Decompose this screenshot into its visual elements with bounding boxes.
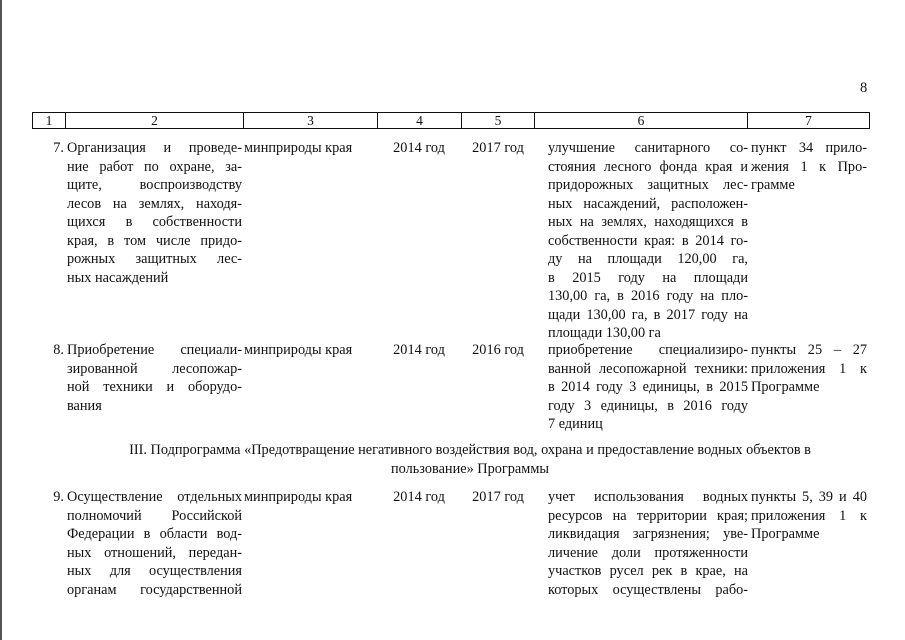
- text-line: щади 130,00 га, в 2017 году на: [548, 306, 748, 323]
- start-year: 2014 год: [393, 342, 445, 358]
- text-line: которых осуществлены рабо-: [548, 581, 748, 598]
- text-line: рожных защитных лес-: [67, 251, 242, 267]
- start-year: 2014 год: [393, 140, 445, 156]
- text-line: 130,00 га, в 2016 году на пло-: [548, 288, 748, 304]
- program-link: [751, 139, 867, 195]
- end-year: 2016 год: [472, 342, 524, 358]
- text-line: жения 1 к Про-: [751, 158, 867, 175]
- text-line: лесов на землях, находя-: [67, 195, 242, 212]
- section-title: [80, 441, 860, 478]
- row-number: 7.: [53, 140, 64, 156]
- section-title-line: III. Подпрограмма «Предотвращение негативного воздействия вод, охрана и предоставление водных объектов в: [129, 442, 811, 458]
- row-number: 9.: [53, 489, 64, 505]
- header-cell-6: 6: [534, 112, 747, 129]
- text-line: ванной лесопожарной техники:: [548, 360, 748, 377]
- text-line: ных насаждений, расположен-: [548, 195, 748, 212]
- text-line: щихся в собственности: [67, 214, 242, 230]
- end-year: 2017 год: [472, 140, 524, 156]
- text-line: пункт 34 прило-: [751, 140, 867, 156]
- text-line: ду на площади 120,00 га,: [548, 251, 748, 267]
- text-line: приложения 1 к: [751, 360, 867, 377]
- text-line: в 2014 году 3 единицы, в 2015: [548, 379, 748, 395]
- text-line: Программе: [751, 379, 820, 395]
- section-title-line: пользование» Программы: [391, 460, 549, 477]
- text-line: улучшение санитарного со-: [548, 140, 748, 156]
- expected-result: [548, 341, 748, 434]
- measure-name: [67, 341, 242, 415]
- text-line: в 2015 году на площади: [548, 269, 748, 286]
- page-edge-line: [0, 0, 2, 640]
- text-line: личение доли протяженности: [548, 544, 748, 561]
- executor: минприроды края: [244, 342, 353, 358]
- text-line: 7 единиц: [548, 416, 603, 432]
- header-cell-5: 5: [461, 112, 534, 129]
- text-line: вания: [67, 397, 102, 414]
- text-line: ных отношений, передан-: [67, 544, 242, 561]
- table-header-row: [32, 112, 870, 129]
- text-line: приобретение специализиро-: [548, 342, 748, 358]
- header-cell-4: 4: [377, 112, 461, 129]
- header-cell-2: 2: [65, 112, 243, 129]
- header-cell-1: 1: [32, 112, 65, 129]
- text-line: ных на землях, находящихся в: [548, 214, 748, 230]
- text-line: учет использования водных: [548, 489, 748, 505]
- text-line: края, в том числе придо-: [67, 232, 242, 249]
- page-number: 8: [860, 80, 868, 96]
- end-year: 2017 год: [472, 489, 524, 505]
- text-line: ной техники и оборудо-: [67, 379, 242, 395]
- text-line: ние работ по охране, за-: [67, 158, 242, 175]
- text-line: придорожных защитных лес-: [548, 177, 748, 193]
- text-line: пункты 5, 39 и 40: [751, 489, 867, 505]
- text-line: участков русел рек в крае, на: [548, 563, 748, 579]
- text-line: грамме: [751, 177, 795, 193]
- executor: минприроды края: [244, 489, 353, 505]
- expected-result: [548, 488, 748, 599]
- text-line: Приобретение специали-: [67, 342, 242, 358]
- text-line: зированной лесопожар-: [67, 360, 242, 377]
- program-link: [751, 341, 867, 397]
- header-cell-3: 3: [243, 112, 377, 129]
- text-line: ресурсов на территории края;: [548, 507, 748, 524]
- text-line: стояния лесного фонда края и: [548, 158, 748, 175]
- expected-result: [548, 139, 748, 343]
- text-line: Организация и проведе-: [67, 140, 242, 156]
- text-line: Осуществление отдельных: [67, 489, 242, 505]
- text-line: ных насаждений: [67, 269, 169, 286]
- text-line: собственности края: в 2014 го-: [548, 232, 748, 249]
- start-year: 2014 год: [393, 489, 445, 505]
- program-link: [751, 488, 867, 544]
- text-line: щите, воспроизводству: [67, 177, 242, 193]
- text-line: площади 130,00 га: [548, 325, 661, 341]
- text-line: году 3 единицы, в 2016 году: [548, 397, 748, 414]
- text-line: пункты 25 – 27: [751, 342, 867, 358]
- text-line: органам государственной: [67, 581, 242, 598]
- text-line: ликвидация загрязнения; уве-: [548, 526, 748, 542]
- text-line: Программе: [751, 526, 820, 542]
- text-line: полномочий Российской: [67, 507, 242, 524]
- text-line: приложения 1 к: [751, 507, 867, 524]
- measure-name: [67, 139, 242, 287]
- measure-name: [67, 488, 242, 599]
- text-line: ных для осуществления: [67, 563, 242, 579]
- executor: минприроды края: [244, 140, 353, 156]
- text-line: Федерации в области вод-: [67, 526, 242, 542]
- row-number: 8.: [53, 342, 64, 358]
- header-cell-7: 7: [747, 112, 870, 129]
